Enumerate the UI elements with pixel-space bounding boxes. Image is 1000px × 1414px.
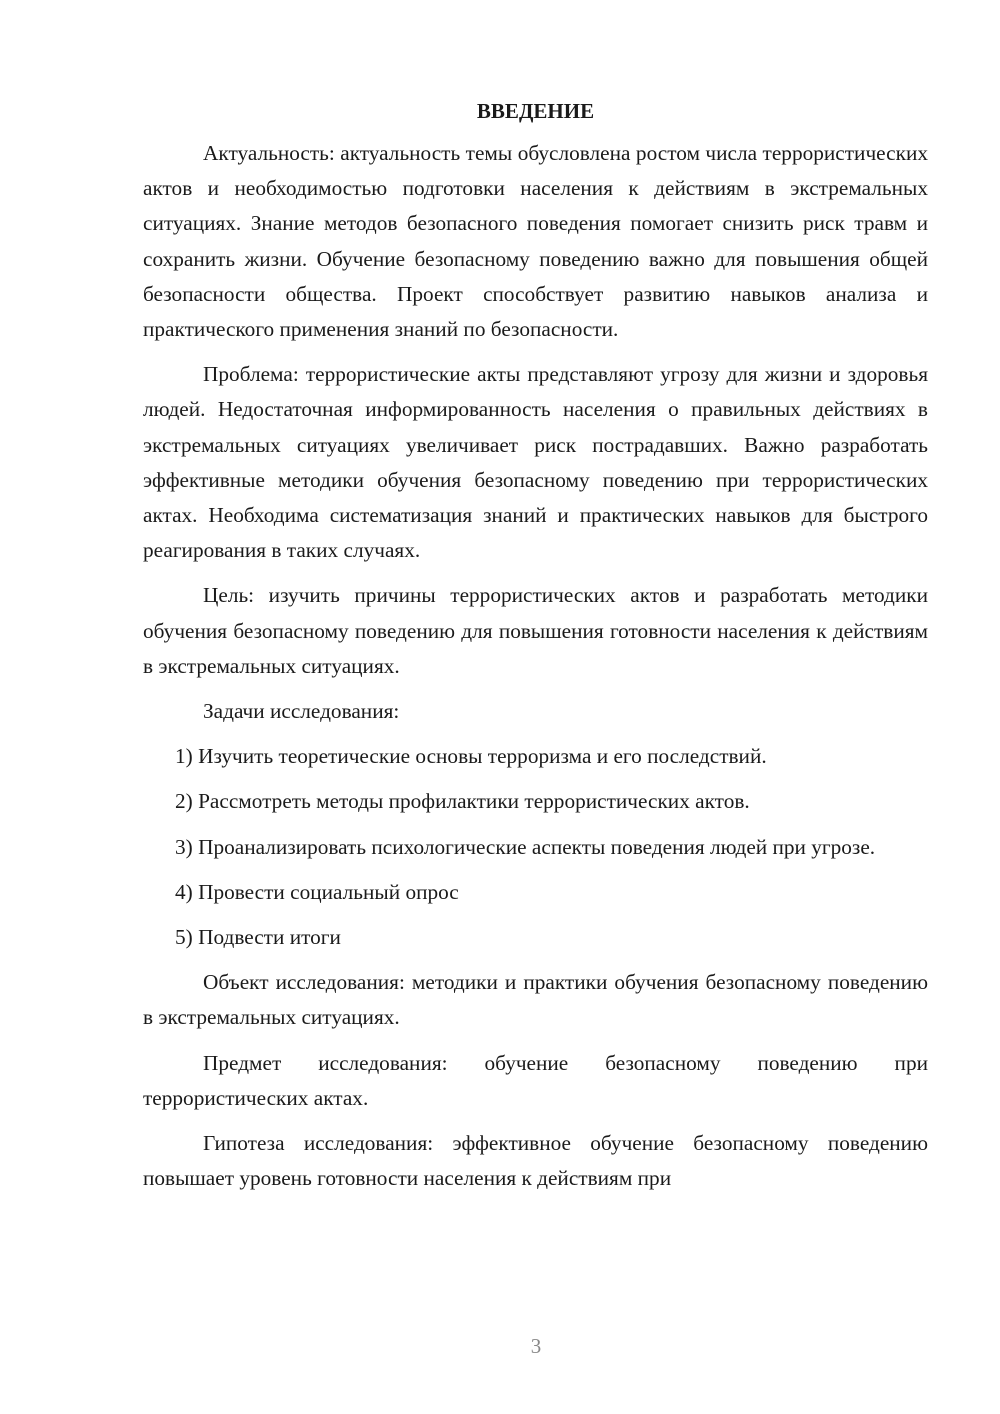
page-body xyxy=(143,94,928,1196)
relevance-paragraph: Актуальность: актуальность темы обусловлена ростом числа террористических актов и необходимостью подготовки населения к действиям в экстремальных ситуациях. Знание методов безопасного поведения помогает снизить риск травм и сохранить жизни. Обучение безопасному поведению важно для повышения общей безопасности общества. Проект способствует развитию навыков анализа и практического применения знаний по безопасности. xyxy=(143,141,928,342)
task-item: 4) Провести социальный опрос xyxy=(175,879,459,904)
object-paragraph: Объект исследования: методики и практики обучения безопасному поведению в экстремальных ситуациях. xyxy=(143,970,928,1030)
section-title: ВВЕДЕНИЕ xyxy=(476,99,595,123)
goal-paragraph: Цель: изучить причины террористических актов и разработать методики обучения безопасному поведению для повышения готовности населения к действиям в экстремальных ситуациях. xyxy=(143,583,928,678)
task-item: 5) Подвести итоги xyxy=(175,925,341,950)
task-item: 1) Изучить теоретические основы терроризма и его последствий. xyxy=(175,744,767,769)
hypothesis-paragraph: Гипотеза исследования: эффективное обучение безопасному поведению повышает уровень готовности населения к действиям при xyxy=(143,1131,928,1191)
page-number: 3 xyxy=(530,1334,542,1358)
task-item: 2) Рассмотреть методы профилактики террористических актов. xyxy=(175,789,750,814)
tasks-heading: Задачи исследования: xyxy=(203,699,400,724)
subject-paragraph: Предмет исследования: обучение безопасному поведению при террористических актах. xyxy=(143,1050,928,1110)
task-item: 3) Проанализировать психологические аспекты поведения людей при угрозе. xyxy=(175,834,876,859)
problem-paragraph: Проблема: террористические акты представляют угрозу для жизни и здоровья людей. Недостаточная информированность населения о правильных действиях в экстремальных ситуациях увеличивает риск пострадавших. Важно разработать эффективные методики обучения безопасному поведению при террористических актах. Необходима систематизация знаний и практических навыков для быстрого реагирования в таких случаях. xyxy=(143,362,928,563)
